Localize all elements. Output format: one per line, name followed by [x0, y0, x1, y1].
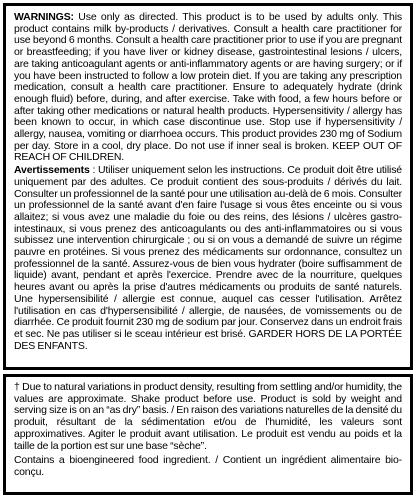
density-note: † Due to natural variations in product density, resulting from settling and/or humidity, the values are approximate. Shake product before use. Product is sold by weight and serving size is on an “as dry” basis. / En raison des variations naturelles de la densité du produit, résultant de la sédimentation et/ou de l'humidité, les valeurs sont approximatives. Agiter le produit avant utilisation. Le produit est vendu au poids et la taille de la portion est sur une base “sèche”. [14, 381, 402, 452]
warnings-text-fr: : Utiliser uniquement selon les instructions. Ce produit doit être utilisé uniquement par des adultes. Ce produit contient des sous-produits / dérivés du lait. Consulter un professionnel de la santé pour une utilisation au-delà de 6 mois. Consulter un professionnel de la santé avant d'en faire l'usage si vous êtes enceinte ou si vous allaitez; si vous avez une maladie du foie ou des reins, des lésions / ulcères gastro-intestinaux, si vous prenez des anticoagulants ou des anti-inflammatoires ou si vous subissez une intervention chirurgicale ; ou si on vous a demandé de suivre un régime pauvre en protéines. Si vous prenez des médicaments sur ordonnance, consultez un professionnel de la santé. Assurez-vous de bien vous hydrater (boire suffisamment de liquide) avant, pendant et après l'exercice. Prendre avec de la nourriture, quelques heures avant ou après la prise d'autres médicaments ou produits de santé naturels. Une hypersensibilité / allergie est connue, auquel cas cesser l'utilisation. Arrêtez l'utilisation en cas d'hypersensibilité / allergie, de nausées, de vomissements ou de diarrhée. Ce produit fournit 230 mg de sodium par jour. Conservez dans un endroit frais et sec. Ne pas utiliser si le sceau intérieur est brisé. GARDER HORS DE LA PORTÉE DES ENFANTS. [14, 164, 402, 352]
warnings-english [14, 12, 402, 164]
warnings-text-en: Use only as directed. This product is to be used by adults only. This product contains milk by-products / derivatives. Consult a health care practitioner for use beyond 6 months. Consult a health care practitioner prior to use if you are pregnant or breastfeeding; if you have liver or kidney disease, gastrointestinal lesions / ulcers, are taking anticoagulant agents or anti-inflammatory agents or are having surgery; or if you have been instructed to follow a low protein diet. If you are taking any prescription medication, consult a health care practitioner. Ensure to adequately hydrate (drink enough fluid) before, during, and after exercise. Take with food, a few hours before or after taking other medications or natural health products. Hypersensitivity / allergy has been known to occur, in which case discontinue use. Stop use if hypersensitivity / allergy, nausea, vomiting or diarrhoea occurs. This product provides 230 mg of Sodium per day. Store in a cool, dry place. Do not use if inner seal is broken. KEEP OUT OF REACH OF CHILDREN. [14, 11, 402, 164]
bioengineered-note: Contains a bioengineered food ingredient. / Contient un ingrédient alimentaire bio-conçu. [14, 454, 402, 478]
warnings-heading-en: WARNINGS: [14, 11, 74, 23]
warnings-panel [3, 3, 413, 370]
warnings-heading-fr: Avertissements [14, 164, 90, 177]
notes-panel [3, 374, 413, 495]
warnings-french [14, 165, 402, 352]
